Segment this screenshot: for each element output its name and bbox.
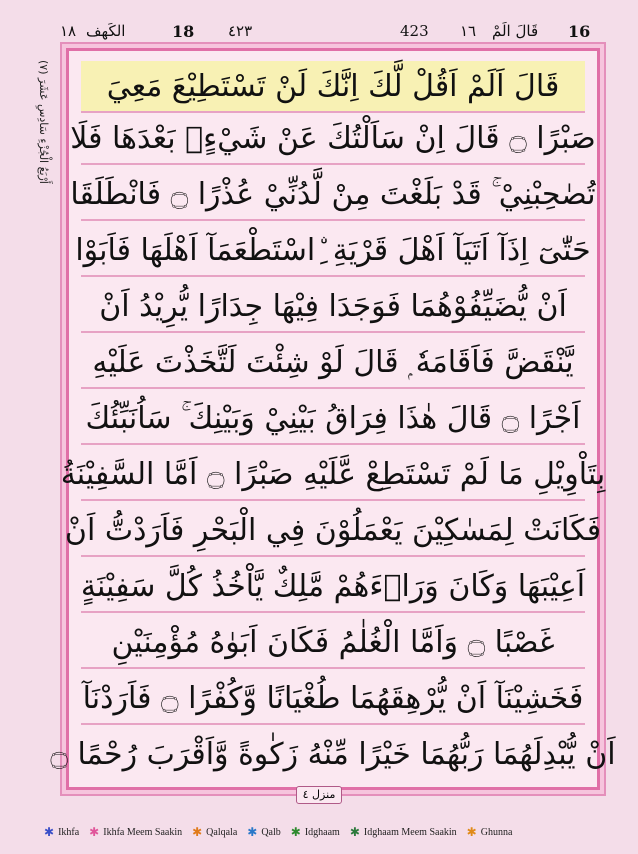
verse-line-9: فَكَانَتْ لِمَسٰكِيْنَ يَعْمَلُوْنَ فِي الْبَحْرِ فَاَرَدْتُّ اَنْ bbox=[81, 505, 585, 557]
surah-name: الكَهف bbox=[86, 22, 126, 40]
verse-line-3: تُصٰحِبْنِيْ ۚ قَدْ بَلَغْتَ مِنْ لَّدُنِّيْ عُذْرًا ۝ فَانْطَلَقَا bbox=[81, 169, 585, 221]
verse-line-1: قَالَ اَلَمْ اَقُلْ لَّكَ اِنَّكَ لَنْ تَسْتَطِيْعَ مَعِيَ bbox=[81, 61, 585, 113]
surah-number-arabic: ١٨ bbox=[60, 22, 77, 40]
legend-item-qalqala: ✱ Qalqala bbox=[192, 825, 238, 839]
verse-line-13: اَنْ يُّبْدِلَهُمَا رَبُّهُمَا خَيْرًا مِّنْهُ زَكٰوةً وَّاَقْرَبَ رُحْمًا ۝ bbox=[50, 736, 616, 772]
verse-line-12: فَخَشِيْنَآ اَنْ يُّرْهِقَهُمَا طُغْيَانًا وَّكُفْرًا ۝ فَاَرَدْنَآ bbox=[81, 673, 585, 725]
page-header bbox=[60, 22, 616, 48]
legend-item-ikhfa: ✱ Ikhfa bbox=[44, 825, 80, 839]
juz-number-arabic: ١٦ bbox=[460, 22, 477, 40]
star-icon: ✱ bbox=[290, 825, 301, 839]
star-icon: ✱ bbox=[44, 825, 55, 839]
text-frame bbox=[50, 48, 616, 790]
verse-line-5: اَنْ يُّضَيِّفُوْهُمَا فَوَجَدَا فِيْهَا جِدَارًا يُّرِيْدُ اَنْ bbox=[81, 281, 585, 333]
legend-item-idghaam: ✱ Idghaam bbox=[290, 825, 340, 839]
verse-line-10: اَعِيْبَهَا وَكَانَ وَرَاۗءَهُمْ مَّلِكٌ يَّاْخُذُ كُلَّ سَفِيْنَةٍ bbox=[81, 561, 585, 613]
manzil-marker: منزل ٤ bbox=[296, 786, 342, 804]
star-icon: ✱ bbox=[247, 825, 258, 839]
side-marginal-note: (٧) أَرْبَعُ الْجُزْءِ سَادِسِ عَشَرَ bbox=[37, 60, 50, 184]
legend-item-qalb: ✱ Qalb bbox=[247, 825, 281, 839]
surah-number: 18 bbox=[172, 22, 195, 41]
star-icon: ✱ bbox=[466, 825, 477, 839]
juz-number: 16 bbox=[568, 22, 591, 41]
juz-name: قَالَ الَمْ bbox=[492, 22, 539, 40]
verse-line-8: بِتَاْوِيْلِ مَا لَمْ تَسْتَطِعْ عَّلَيْهِ صَبْرًا ۝ اَمَّا السَّفِيْنَةُ bbox=[81, 449, 585, 501]
page-number: 423 bbox=[400, 22, 429, 40]
verse-line-2: صَبْرًا ۝ قَالَ اِنْ سَاَلْتُكَ عَنْ شَيْءٍۭ بَعْدَهَا فَلَا bbox=[81, 113, 585, 165]
verse-line-7: اَجْرًا ۝ قَالَ هٰذَا فِرَاقُ بَيْنِيْ وَبَيْنِكَ ۚ سَاُنَبِّئُكَ bbox=[81, 393, 585, 445]
page-number-arabic: ٤٢٣ bbox=[228, 22, 253, 40]
verse-line-11: غَصْبًا ۝ وَاَمَّا الْغُلٰمُ فَكَانَ اَبَوٰهُ مُؤْمِنَيْنِ bbox=[81, 617, 585, 669]
verse-line-4: حَتّٰىٓ اِذَآ اَتَيَآ اَهْلَ قَرْيَةِ ِۨاسْتَطْعَمَآ اَهْلَهَا فَاَبَوْا bbox=[81, 225, 585, 277]
tajweed-legend bbox=[44, 822, 624, 842]
legend-item-ghunna: ✱ Ghunna bbox=[466, 825, 513, 839]
star-icon: ✱ bbox=[192, 825, 203, 839]
legend-item-ikhfa-meem-saakin: ✱ Ikhfa Meem Saakin bbox=[89, 825, 183, 839]
star-icon: ✱ bbox=[349, 825, 360, 839]
star-icon: ✱ bbox=[89, 825, 100, 839]
legend-item-idghaam-meem-saakin: ✱ Idghaam Meem Saakin bbox=[349, 825, 457, 839]
verse-line-6: يَّنْقَضَّ فَاَقَامَهٗ ۭ قَالَ لَوْ شِئْتَ لَتَّخَذْتَ عَلَيْهِ bbox=[81, 337, 585, 389]
